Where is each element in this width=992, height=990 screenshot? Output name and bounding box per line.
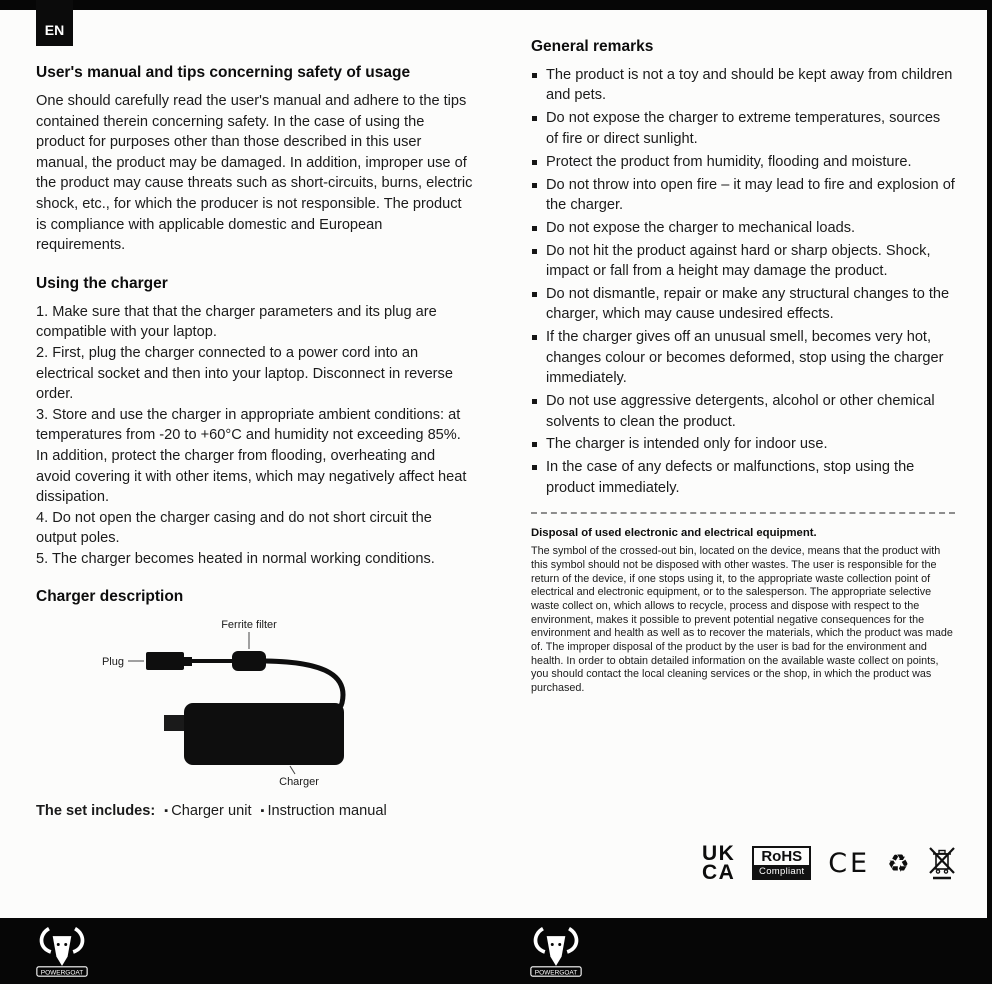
plug-label: Plug [101, 656, 124, 669]
set-includes-label: The set includes: [36, 803, 156, 820]
disposal-heading: Disposal of used electronic and electrical equipment. [531, 527, 817, 540]
powergoat-logo-icon [32, 924, 92, 978]
remark-item: The charger is intended only for indoor use. [531, 434, 955, 454]
safety-body: One should carefully read the user's manual and adhere to the tips contained therein concerning safety. In the case of using the product for purposes other than those described in this user manual, the product may be damaged. In addition, improper use of the product may cause threats such as short-circuits, burns, electric shock, etc., for which the producer is not responsible. The product is compliance with applicable domestic and European requirements. [36, 93, 473, 254]
step-2: 2. First, plug the charger connected to a power cord into an electrical socket and then into your laptop. Disconnect in reverse order. [36, 344, 453, 403]
ferrite-filter-label: Ferrite filter [221, 619, 277, 632]
remark-item: Do not hit the product against hard or sharp objects. Shock, impact or fall from a height may damage the product. [531, 241, 955, 282]
set-item-instruction-manual: ▪ Instruction manual [261, 803, 387, 819]
remark-item: If the charger gives off an unusual smell, becomes very hot, changes colour or becomes deformed, stop using the charger immediately. [531, 327, 955, 388]
language-badge-label: EN [44, 22, 65, 38]
ferrite-filter-icon [232, 651, 266, 671]
remark-item: Protect the product from humidity, flooding and moisture. [531, 152, 955, 172]
general-remarks-heading: General remarks [531, 38, 654, 55]
weee-crossed-bin-icon [927, 844, 957, 882]
right-column [531, 38, 955, 696]
disposal-body: The symbol of the crossed-out bin, located on the device, means that the product with this symbol should not be disposed with other wastes. The user is responsible for the return of the device, if one stops using it, to the appropriate waste collection point of electrical and electronic equipment, or to the salesperson. The appropriate selective waste collect on, which allows to recycle, process and dispose with respect to the environment, makes it possible to prevent potential negative consequences for the environment and health as well as to recover the materials, which the product was made of. The improper disposal of the product by the user is bad for the environment and health. In order to obtain detailed information on the available waste collect on points, you should contact the local cleaning services or the shop, in which the product was purchased. [531, 545, 953, 695]
charger-connector-icon [164, 715, 184, 731]
rohs-label: RoHS [761, 848, 803, 865]
step-4: 4. Do not open the charger casing and do not short circuit the output poles. [36, 509, 432, 547]
remark-item: Do not use aggressive detergents, alcohol or other chemical solvents to clean the product. [531, 391, 955, 432]
charger-description-section [36, 588, 474, 789]
set-includes-line [36, 803, 474, 819]
powergoat-logo-icon [526, 924, 586, 978]
set-item-charger-unit: ▪ Charger unit [164, 803, 251, 819]
using-charger-steps [36, 302, 474, 570]
powergoat-brand-label: POWERGOAT [534, 969, 578, 977]
safety-section [36, 64, 474, 256]
ukca-top-label: UK [702, 842, 736, 865]
rohs-mark-icon [752, 846, 811, 880]
using-charger-section [36, 275, 474, 570]
using-charger-heading: Using the charger [36, 274, 168, 292]
remark-item: In the case of any defects or malfunctions, stop using the product immediately. [531, 457, 955, 498]
remark-item: Do not expose the charger to extreme temperatures, sources of fire or direct sunlight. [531, 108, 955, 149]
dashed-divider [531, 512, 955, 514]
safety-heading: User's manual and tips concerning safety of usage [36, 64, 411, 81]
plug-tip-icon [184, 657, 192, 666]
recycling-icon: ♻ [887, 848, 910, 878]
rohs-compliant-label: Compliant [754, 865, 809, 878]
ukca-bottom-label: CA [702, 861, 736, 884]
compliance-logos-row [702, 844, 957, 882]
remark-item: The product is not a toy and should be kept away from children and pets. [531, 65, 955, 106]
step-1: 1. Make sure that that the charger parameters and its plug are compatible with your laptop. [36, 303, 437, 341]
charger-label: Charger [279, 776, 319, 789]
charger-body-icon [184, 703, 344, 765]
remark-item: Do not expose the charger to mechanical loads. [531, 218, 955, 238]
step-3: 3. Store and use the charger in appropriate ambient conditions: at temperatures from -20 to +60°C and humidity not exceeding 85%. In addition, protect the charger from flooding, overheating and avoid covering it with other items, which may negatively affect heat dissipation. [36, 406, 467, 506]
general-remarks-list [531, 65, 955, 498]
remark-item: Do not dismantle, repair or make any structural changes to the charger, which may cause undesired effects. [531, 284, 955, 325]
remark-item: Do not throw into open fire – it may lead to fire and explosion of the charger. [531, 175, 955, 216]
language-badge [36, 0, 73, 46]
left-column [36, 64, 474, 819]
top-black-bar [0, 0, 992, 10]
ukca-mark-icon [702, 844, 735, 882]
ce-mark-icon: CE [828, 847, 871, 879]
step-5: 5. The charger becomes heated in normal working conditions. [36, 550, 435, 567]
charger-leader-line [290, 766, 295, 774]
plug-icon [146, 652, 184, 670]
right-black-edge [987, 0, 992, 920]
powergoat-brand-label: POWERGOAT [40, 969, 84, 977]
disposal-section [531, 527, 955, 696]
charger-description-heading: Charger description [36, 588, 184, 606]
footer-bar [0, 918, 992, 984]
charger-diagram [36, 615, 474, 789]
